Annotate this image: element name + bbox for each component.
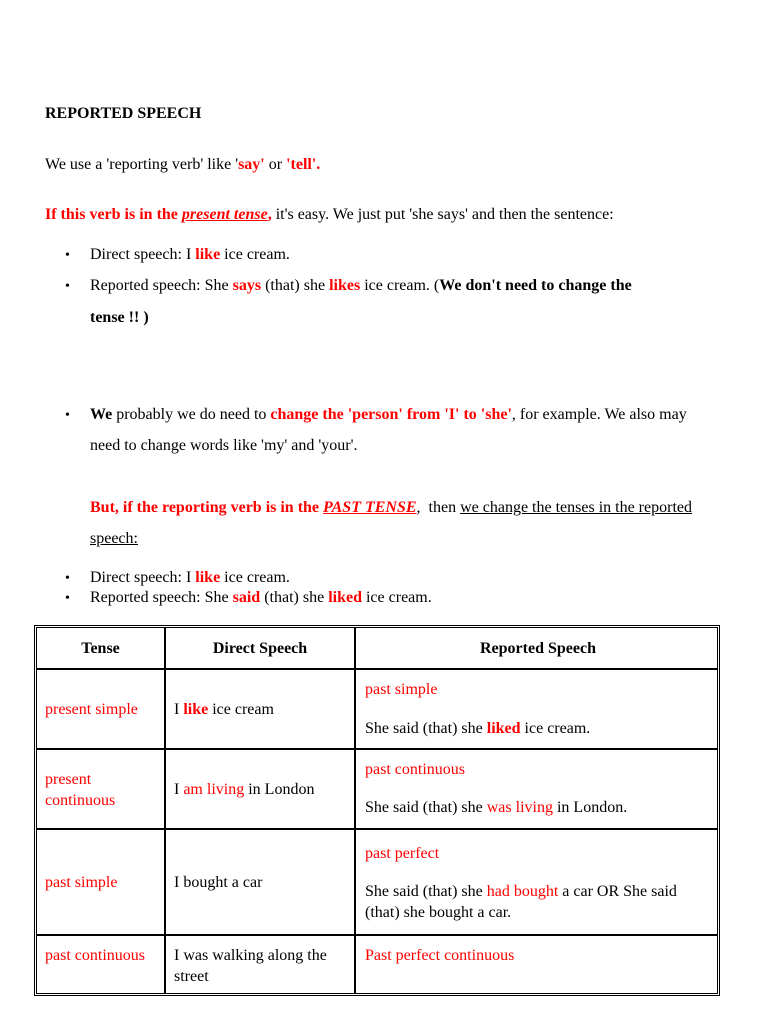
person-note-mid: probably we do need to bbox=[112, 406, 271, 423]
row3-direct: I bought a car bbox=[174, 874, 263, 891]
direct-speech-example-1 bbox=[90, 246, 290, 264]
row3-reported-sentence bbox=[365, 881, 677, 902]
reported-speech-mid: (that) she bbox=[260, 589, 329, 606]
or-word: or bbox=[264, 156, 287, 173]
no-change-note: We don't need to change the bbox=[439, 277, 632, 294]
intro-text: We use a 'reporting verb' like ' bbox=[45, 156, 239, 173]
direct-verb-like: like bbox=[195, 246, 221, 263]
person-change-note bbox=[90, 406, 687, 424]
reported-speech-example-1 bbox=[90, 277, 690, 295]
reported-speech-suffix: ice cream. ( bbox=[360, 277, 440, 294]
row3-reported-verb: had bought bbox=[486, 883, 559, 900]
row3-reported-line2: (that) she bought a car. bbox=[365, 904, 512, 921]
row2-reported-pre: She said (that) she bbox=[365, 799, 487, 816]
we-word: We bbox=[90, 406, 113, 423]
row-divider bbox=[37, 748, 717, 750]
row1-reported-pre: She said (that) she bbox=[365, 720, 487, 737]
direct-speech-suffix: ice cream. bbox=[220, 246, 290, 263]
present-tense-term: present tense bbox=[181, 206, 268, 223]
row4-direct-line1: I was walking along the bbox=[174, 947, 327, 964]
reported-speech-mid: (that) she bbox=[261, 277, 330, 294]
say-word: say' bbox=[238, 156, 265, 173]
change-tenses-line2: speech: bbox=[90, 530, 138, 547]
bullet-icon: • bbox=[65, 279, 70, 294]
row2-reported-tense: past continuous bbox=[365, 761, 465, 778]
header-tense: Tense bbox=[81, 640, 120, 657]
row1-reported-post: ice cream. bbox=[520, 720, 591, 737]
reported-speech-prefix: Reported speech: She bbox=[90, 277, 233, 294]
reported-verb-says: says bbox=[232, 277, 262, 294]
row3-reported-post: a car OR She said bbox=[558, 883, 677, 900]
reported-verb-likes: likes bbox=[329, 277, 361, 294]
direct-speech-suffix: ice cream. bbox=[220, 569, 290, 586]
reported-speech-suffix: ice cream. bbox=[361, 589, 432, 606]
row4-tense: past continuous bbox=[45, 947, 145, 964]
direct-verb-like: like bbox=[195, 569, 221, 586]
direct-speech-example-2 bbox=[90, 569, 290, 587]
row1-tense: present simple bbox=[45, 701, 138, 718]
row1-direct-post: ice cream bbox=[208, 701, 274, 718]
bullet-icon: • bbox=[65, 408, 70, 423]
bullet-icon: • bbox=[65, 248, 70, 263]
bullet-icon: • bbox=[65, 571, 70, 586]
reported-speech-example-2 bbox=[90, 589, 432, 607]
reported-verb-said: said bbox=[232, 589, 261, 606]
row2-direct bbox=[174, 779, 314, 800]
row1-direct-pre: I bbox=[174, 701, 184, 718]
row2-direct-post: in London bbox=[244, 781, 315, 798]
column-divider bbox=[354, 628, 356, 993]
bullet-icon: • bbox=[65, 591, 70, 606]
reported-speech-prefix: Reported speech: She bbox=[90, 589, 233, 606]
person-note-line2: need to change words like 'my' and 'your'. bbox=[90, 437, 358, 454]
page-title: REPORTED SPEECH bbox=[45, 105, 202, 122]
row-divider bbox=[37, 668, 717, 670]
row3-reported-tense: past perfect bbox=[365, 845, 440, 862]
row4-reported-tense: Past perfect continuous bbox=[365, 947, 515, 964]
change-tenses-phrase: we change the tenses in the reported bbox=[460, 499, 692, 516]
change-person-phrase: change the 'person' from 'I' to 'she' bbox=[270, 406, 512, 423]
row1-reported-verb: liked bbox=[486, 720, 521, 737]
reported-verb-liked: liked bbox=[328, 589, 362, 606]
row2-reported-post: in London. bbox=[552, 799, 628, 816]
row2-tense-line2: continuous bbox=[45, 792, 116, 809]
row2-reported-verb: was living bbox=[486, 799, 553, 816]
row-divider bbox=[37, 934, 717, 936]
header-direct-speech: Direct Speech bbox=[212, 640, 308, 657]
header-reported-speech: Reported Speech bbox=[480, 640, 596, 657]
row1-reported-tense: past simple bbox=[365, 681, 438, 698]
row4-direct-line2: street bbox=[174, 968, 209, 985]
person-note-rest: , for example. We also may bbox=[511, 406, 687, 423]
intro-paragraph bbox=[45, 156, 320, 174]
present-rule-lead: If this verb is in the bbox=[45, 206, 182, 223]
tense-table bbox=[34, 625, 720, 996]
present-tense-rule bbox=[45, 206, 614, 224]
direct-speech-prefix: Direct speech: I bbox=[90, 569, 196, 586]
tell-word: 'tell'. bbox=[286, 156, 321, 173]
row1-direct bbox=[174, 699, 274, 720]
present-rule-rest: it's easy. We just put 'she says' and then the sentence: bbox=[271, 206, 614, 223]
column-divider bbox=[164, 628, 166, 993]
row1-direct-verb: like bbox=[183, 701, 209, 718]
present-rule-comma: , bbox=[267, 206, 272, 223]
row2-direct-pre: I bbox=[174, 781, 184, 798]
row1-reported-sentence bbox=[365, 718, 590, 739]
row2-reported-sentence bbox=[365, 797, 627, 818]
row2-tense-line1: present bbox=[45, 771, 92, 788]
past-rule-then: then bbox=[420, 499, 461, 516]
past-rule-lead: But, if the reporting verb is in the bbox=[90, 499, 324, 516]
row3-reported-pre: She said (that) she bbox=[365, 883, 487, 900]
past-tense-term: PAST TENSE bbox=[323, 499, 417, 516]
row-divider bbox=[37, 828, 717, 830]
row2-direct-verb: am living bbox=[183, 781, 245, 798]
direct-speech-prefix: Direct speech: I bbox=[90, 246, 196, 263]
past-tense-rule bbox=[90, 499, 692, 517]
past-rule-comma: , bbox=[416, 499, 421, 516]
no-change-note-line2: tense !! ) bbox=[90, 309, 149, 326]
row3-tense: past simple bbox=[45, 874, 118, 891]
